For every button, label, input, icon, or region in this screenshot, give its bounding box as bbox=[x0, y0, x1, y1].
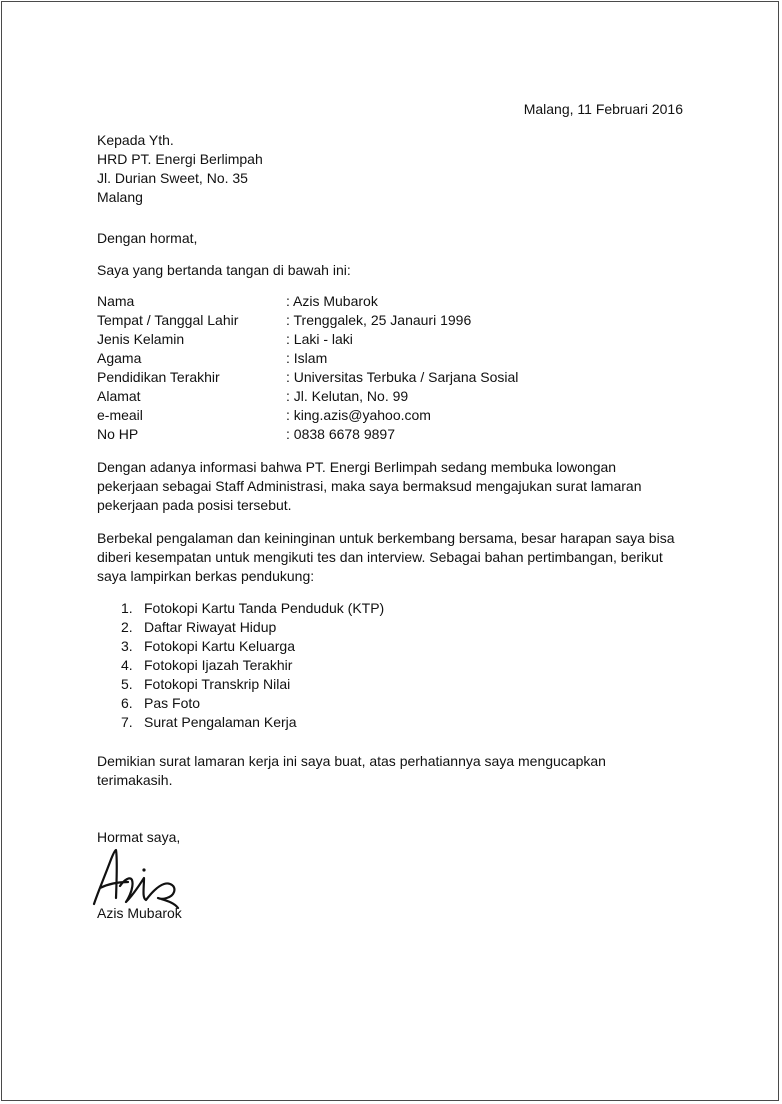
recipient-address bbox=[97, 131, 263, 207]
detail-label: Jenis Kelamin bbox=[97, 331, 185, 347]
detail-label: Agama bbox=[97, 350, 142, 366]
detail-label: Nama bbox=[97, 293, 135, 309]
letter-date: Malang, 11 Februari 2016 bbox=[523, 101, 683, 117]
list-item bbox=[121, 599, 384, 618]
list-text: Daftar Riwayat Hidup bbox=[144, 619, 277, 635]
detail-row bbox=[97, 425, 518, 444]
recipient-line: Kepada Yth. bbox=[97, 132, 174, 148]
list-item bbox=[121, 637, 384, 656]
detail-label: Pendidikan Terakhir bbox=[97, 369, 220, 385]
detail-value: : Universitas Terbuka / Sarjana Sosial bbox=[286, 369, 519, 385]
list-text: Fotokopi Ijazah Terakhir bbox=[144, 657, 293, 673]
list-number: 6. bbox=[121, 695, 133, 711]
list-number: 5. bbox=[121, 676, 133, 692]
list-text: Fotokopi Transkrip Nilai bbox=[144, 676, 291, 692]
list-number: 7. bbox=[121, 714, 133, 730]
paragraph-application bbox=[97, 458, 697, 515]
detail-label: Alamat bbox=[97, 388, 141, 404]
recipient-line: Jl. Durian Sweet, No. 35 bbox=[97, 170, 248, 186]
detail-value: : 0838 6678 9897 bbox=[286, 426, 395, 442]
detail-value: : Azis Mubarok bbox=[286, 293, 378, 309]
paragraph-line: terimakasih. bbox=[97, 772, 173, 788]
detail-value: : Jl. Kelutan, No. 99 bbox=[286, 388, 409, 404]
intro-line: Saya yang bertanda tangan di bawah ini: bbox=[97, 262, 351, 278]
list-text: Fotokopi Kartu Tanda Penduduk (KTP) bbox=[144, 600, 385, 616]
list-number: 4. bbox=[121, 657, 133, 673]
detail-label: Tempat / Tanggal Lahir bbox=[97, 312, 239, 328]
list-number: 2. bbox=[121, 619, 133, 635]
paragraph-line: Demikian surat lamaran kerja ini saya buat, atas perhatiannya saya mengucapkan bbox=[97, 753, 606, 769]
list-number: 3. bbox=[121, 638, 133, 654]
attachment-list bbox=[121, 599, 384, 732]
detail-label: e-meail bbox=[97, 407, 143, 423]
detail-row bbox=[97, 406, 518, 425]
detail-row bbox=[97, 387, 518, 406]
letter-page bbox=[1, 1, 779, 1101]
list-item bbox=[121, 656, 384, 675]
detail-row bbox=[97, 330, 518, 349]
detail-row bbox=[97, 368, 518, 387]
list-number: 1. bbox=[121, 600, 133, 616]
recipient-line: HRD PT. Energi Berlimpah bbox=[97, 151, 263, 167]
detail-value: : Islam bbox=[286, 350, 328, 366]
applicant-details bbox=[97, 292, 518, 444]
recipient-line: Malang bbox=[97, 189, 143, 205]
paragraph-line: diberi kesempatan untuk mengikuti tes dan interview. Sebagai bahan pertimbangan, berikut bbox=[97, 549, 663, 565]
signer-name: Azis Mubarok bbox=[97, 905, 182, 921]
paragraph-closing bbox=[97, 752, 697, 790]
detail-value: : Laki - laki bbox=[286, 331, 353, 347]
list-item bbox=[121, 675, 384, 694]
handwritten-signature bbox=[86, 842, 196, 912]
paragraph-line: Dengan adanya informasi bahwa PT. Energi Berlimpah sedang membuka lowongan bbox=[97, 459, 617, 475]
list-item bbox=[121, 694, 384, 713]
detail-value: : king.azis@yahoo.com bbox=[286, 407, 431, 423]
list-text: Fotokopi Kartu Keluarga bbox=[144, 638, 295, 654]
detail-row bbox=[97, 311, 518, 330]
greeting: Dengan hormat, bbox=[97, 230, 198, 246]
list-text: Surat Pengalaman Kerja bbox=[144, 714, 297, 730]
paragraph-line: pekerjaan pada posisi tersebut. bbox=[97, 497, 292, 513]
list-item bbox=[121, 618, 384, 637]
detail-row bbox=[97, 349, 518, 368]
paragraph-attachments-intro bbox=[97, 529, 697, 586]
paragraph-line: saya lampirkan berkas pendukung: bbox=[97, 568, 315, 584]
detail-value: : Trenggalek, 25 Janauri 1996 bbox=[286, 312, 472, 328]
closing-salutation: Hormat saya, bbox=[97, 829, 181, 845]
detail-row bbox=[97, 292, 518, 311]
list-text: Pas Foto bbox=[144, 695, 201, 711]
paragraph-line: Berbekal pengalaman dan keininginan untuk berkembang bersama, besar harapan saya bisa bbox=[97, 530, 675, 546]
paragraph-line: pekerjaan sebagai Staff Administrasi, maka saya bermaksud mengajukan surat lamaran bbox=[97, 478, 642, 494]
list-item bbox=[121, 713, 384, 732]
detail-label: No HP bbox=[97, 426, 139, 442]
